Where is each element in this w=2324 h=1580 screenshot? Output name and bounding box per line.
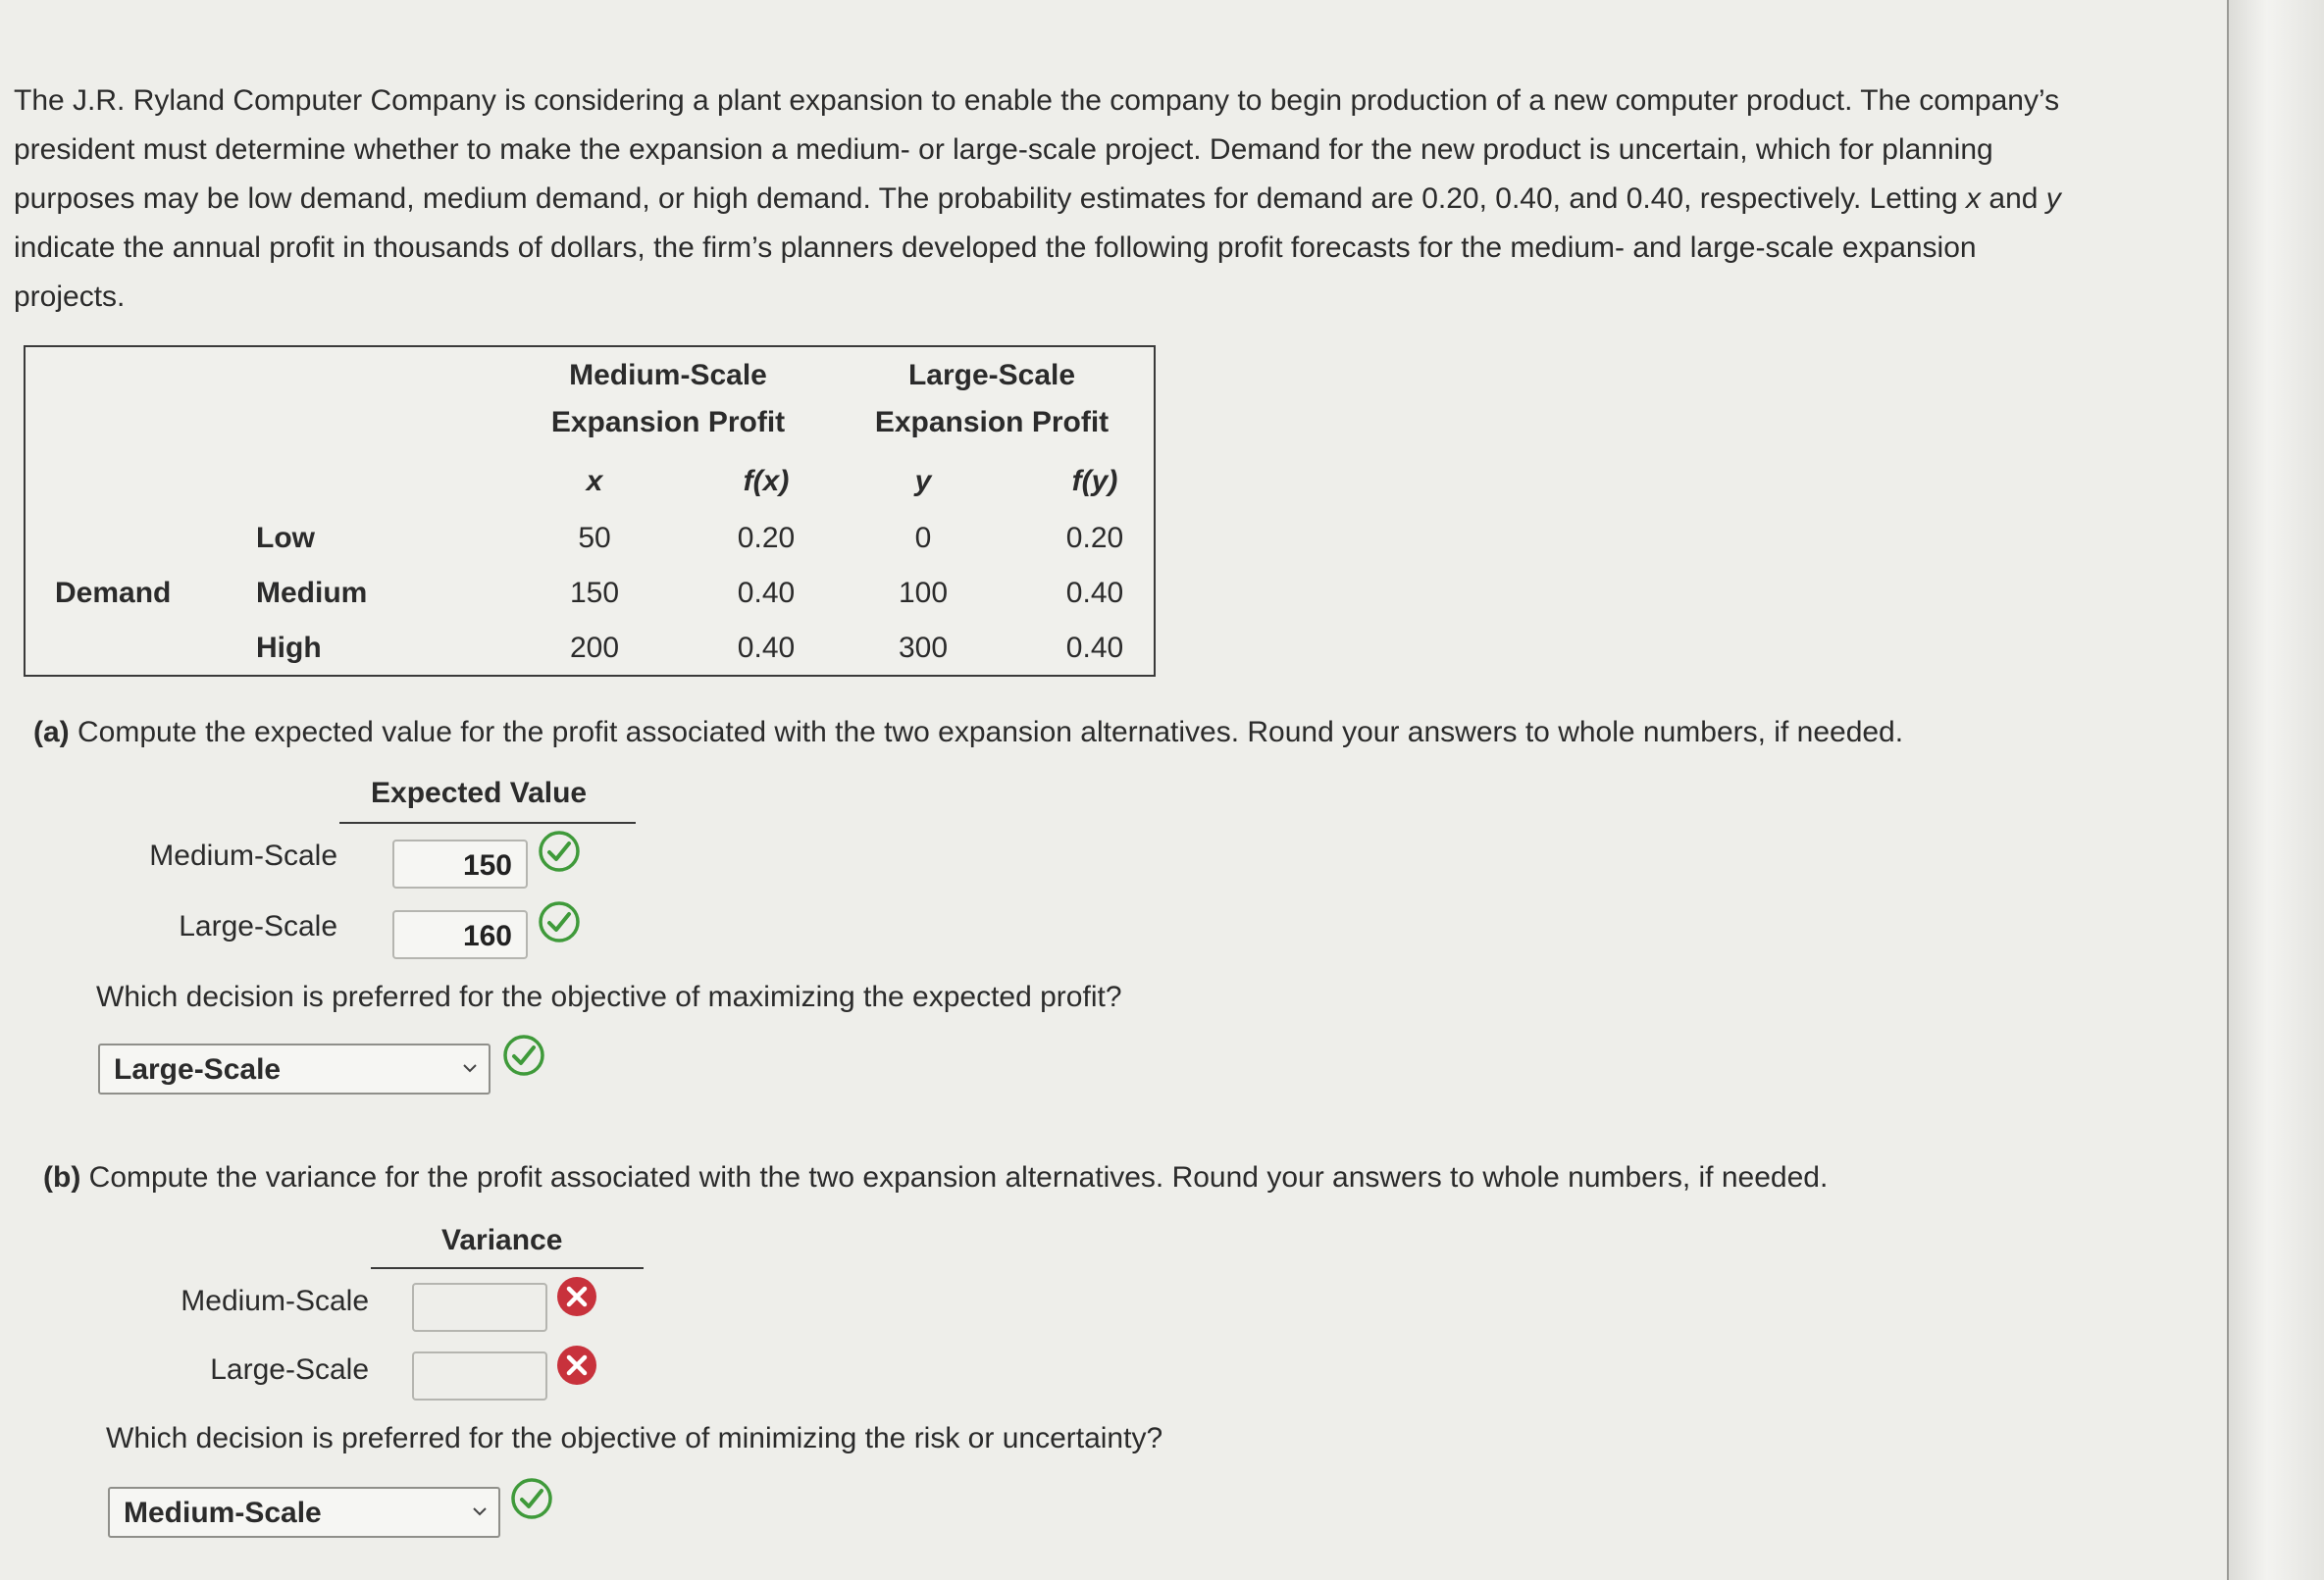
col-x: x <box>586 465 603 497</box>
part-a-prompt <box>33 716 1903 749</box>
part-a-text: Compute the expected value for the profit associated with the two expansion alternatives. Round your answers to whole numbers, if needed. <box>69 716 1904 748</box>
low-y: 0 <box>914 522 932 554</box>
intro-line-3 <box>14 175 2211 224</box>
expected-value-header-rule <box>339 822 636 824</box>
medium-fx: 0.40 <box>737 577 796 609</box>
high-fy: 0.40 <box>1065 632 1124 664</box>
max-profit-decision-select[interactable] <box>98 1044 491 1095</box>
variance-header: Variance <box>441 1224 563 1256</box>
high-y: 300 <box>898 632 949 664</box>
check-circle-icon <box>502 1034 545 1077</box>
variance-medium-input[interactable] <box>412 1283 547 1332</box>
min-risk-decision-value: Medium-Scale <box>124 1497 322 1529</box>
medium-y: 100 <box>898 577 949 609</box>
expected-value-medium-input[interactable]: 150 <box>392 840 528 889</box>
large-head-1: Large-Scale <box>907 359 1076 391</box>
intro-line-5: projects. <box>14 280 126 313</box>
part-b-text: Compute the variance for the profit associated with the two expansion alternatives. Round your answers to whole numbers, if needed. <box>80 1161 1829 1194</box>
low-fx: 0.20 <box>737 522 796 554</box>
row-label-high: High <box>256 632 322 664</box>
chevron-down-icon <box>469 1501 491 1522</box>
part-a-question: Which decision is preferred for the objective of maximizing the expected profit? <box>96 981 1122 1013</box>
max-profit-decision-value: Large-Scale <box>114 1053 282 1086</box>
check-circle-icon <box>538 900 581 943</box>
b-large-label: Large-Scale <box>210 1353 369 1386</box>
a-medium-label: Medium-Scale <box>149 840 337 872</box>
intro-line-3-b: and <box>1981 182 2046 215</box>
check-circle-icon <box>510 1477 553 1520</box>
check-circle-icon <box>538 830 581 873</box>
intro-line-3-a: purposes may be low demand, medium demand, or high demand. The probability estimates for demand are 0.20, 0.40, and 0.40, respectively. Letting <box>14 182 1967 215</box>
profit-table <box>24 345 1156 677</box>
low-x: 50 <box>578 522 611 554</box>
variance-large-input[interactable] <box>412 1351 547 1401</box>
intro-line-1: The J.R. Ryland Computer Company is considering a plant expansion to enable the company to begin production of a new computer product. The company’s <box>14 84 2060 117</box>
row-label-medium: Medium <box>256 577 368 609</box>
min-risk-decision-select[interactable] <box>108 1487 500 1538</box>
medium-head-1: Medium-Scale <box>569 359 767 391</box>
variance-header-rule <box>371 1267 644 1269</box>
col-y: y <box>914 465 932 497</box>
x-circle-icon <box>555 1344 598 1387</box>
intro-line-2: president must determine whether to make the expansion a medium- or large-scale project. Demand for the new product is uncertain, which for planning <box>14 133 1993 166</box>
var-y: y <box>2045 182 2061 215</box>
var-x: x <box>1966 182 1982 215</box>
row-label-low: Low <box>256 522 315 554</box>
col-fx: f(x) <box>743 465 790 497</box>
intro-line-4: indicate the annual profit in thousands of dollars, the firm’s planners developed the following profit forecasts for the medium- and large-scale expansion <box>14 231 1977 264</box>
col-fy: f(y) <box>1071 465 1118 497</box>
a-large-label: Large-Scale <box>179 910 337 943</box>
chevron-down-icon <box>459 1057 481 1079</box>
right-margin <box>2229 0 2324 1580</box>
high-x: 200 <box>569 632 620 664</box>
part-b-prompt <box>43 1161 1828 1195</box>
problem-statement <box>14 76 2211 322</box>
expected-value-large-input[interactable]: 160 <box>392 910 528 959</box>
b-medium-label: Medium-Scale <box>181 1285 369 1317</box>
medium-fy: 0.40 <box>1065 577 1124 609</box>
demand-label: Demand <box>55 577 172 609</box>
large-head-2: Expansion Profit <box>874 406 1110 438</box>
x-circle-icon <box>555 1275 598 1318</box>
part-a-label: (a) <box>33 716 70 748</box>
medium-x: 150 <box>569 577 620 609</box>
high-fx: 0.40 <box>737 632 796 664</box>
low-fy: 0.20 <box>1065 522 1124 554</box>
expected-value-header: Expected Value <box>371 777 588 809</box>
part-b-label: (b) <box>43 1161 81 1194</box>
part-b-question: Which decision is preferred for the objective of minimizing the risk or uncertainty? <box>106 1422 1163 1454</box>
medium-head-2: Expansion Profit <box>550 406 786 438</box>
